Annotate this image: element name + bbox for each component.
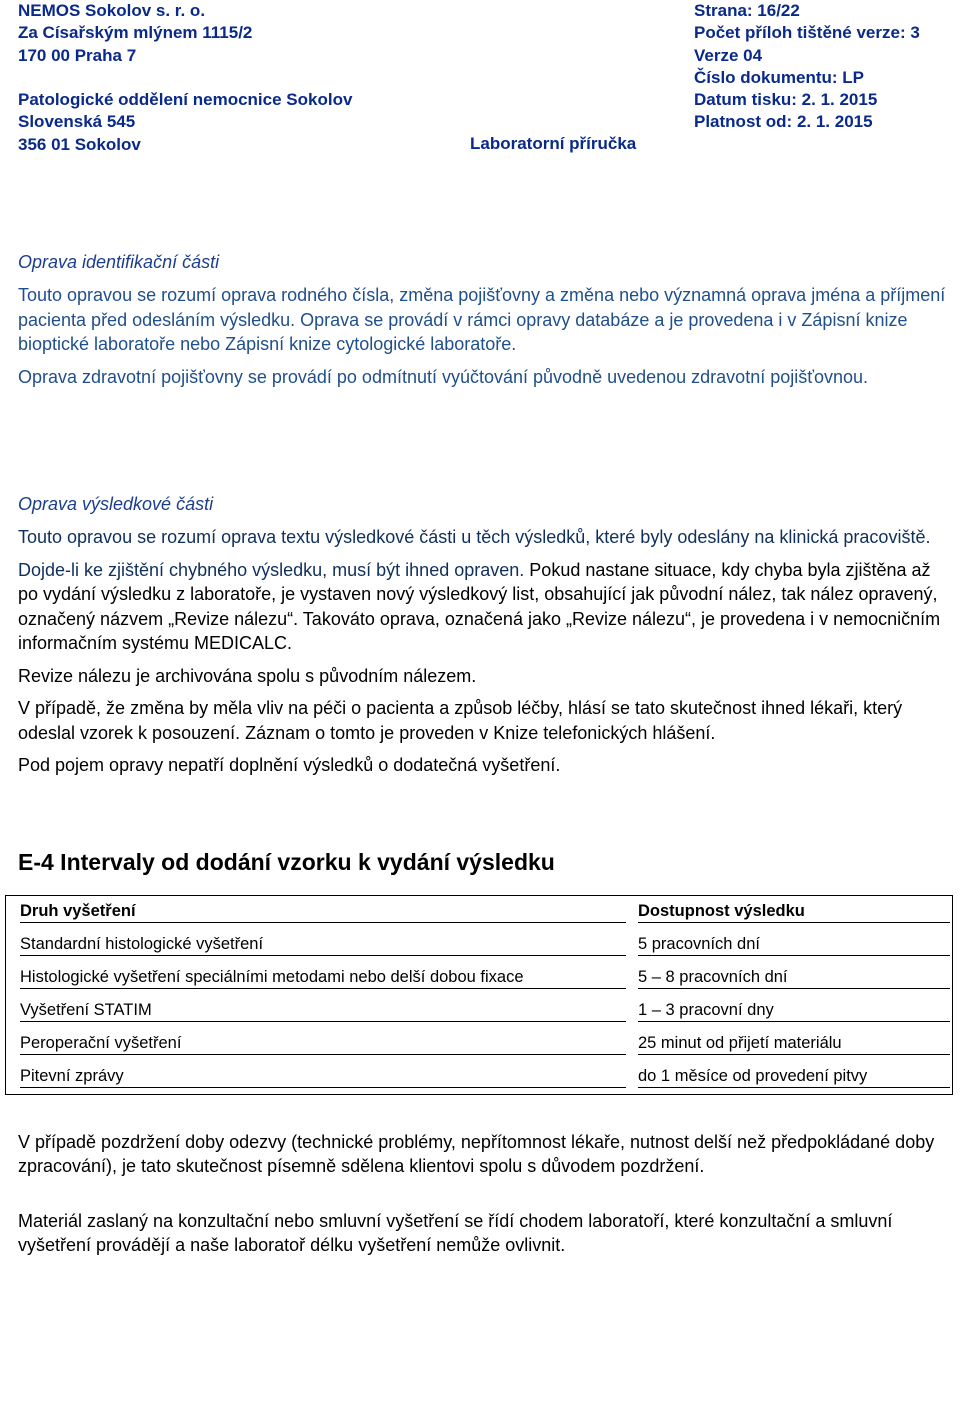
sentence-revision: Pokud nastane situace, kdy chyba byla zjištěna až po vydání výsledku z laboratoře, je vystaven nový výsledkový list, obsahující jak původní nález, tak nález opravený, označený názvem „Revize nálezu“. Takováto oprava, označená jako „Revize nálezu“, je provedena i v nemocničním informačním systému MEDICALC. [18, 559, 941, 653]
table-cell [6, 929, 626, 962]
header-right [694, 0, 920, 134]
paragraph: V případě pozdržení doby odezvy (technické problémy, nepřítomnost lékaře, nutnost delší než předpokládané doby zpracování), je tato skutečnost písemně sdělena klientovi spolu s důvodem pozdržení. [18, 1131, 935, 1176]
document-title: Laboratorní příručka [470, 134, 637, 153]
paragraph: Pod pojem opravy nepatří doplnění výsledků o dodatečná vyšetření. [18, 755, 561, 775]
paragraph [18, 558, 953, 656]
table-cell [626, 929, 952, 962]
table-cell [6, 962, 626, 995]
table-cell [626, 962, 952, 995]
attachments-count: Počet příloh tištěné verze: 3 [694, 23, 920, 43]
cell-text: Peroperační vyšetření [20, 1033, 626, 1055]
org-name: NEMOS Sokolov s. r. o. [18, 1, 206, 20]
cell-text: Histologické vyšetření speciálními metodami nebo delší dobou fixace [20, 967, 626, 989]
paragraph: Revize nálezu je archivována spolu s původním nálezem. [18, 665, 477, 686]
address-line-4: 356 01 Sokolov [18, 134, 141, 154]
table-row [6, 1028, 952, 1061]
section-title-identification: Oprava identifikační části [18, 252, 220, 272]
document-number: Číslo dokumentu: LP [694, 67, 864, 87]
table-cell [6, 1028, 626, 1061]
header-examination-type: Druh vyšetření [20, 901, 626, 923]
address-line-3: Slovenská 545 [18, 112, 136, 132]
table-cell [6, 995, 626, 1028]
table-cell [626, 1061, 952, 1094]
table-header-cell [626, 896, 952, 929]
table-row [6, 962, 952, 995]
cell-text: 1 – 3 pracovní dny [638, 1000, 950, 1022]
content [18, 250, 953, 1258]
cell-text: 5 – 8 pracovních dní [638, 967, 950, 989]
version: Verze 04 [694, 45, 763, 65]
valid-from: Platnost od: 2. 1. 2015 [694, 112, 873, 132]
paragraph: Oprava zdravotní pojišťovny se provádí po odmítnutí vyúčtování původně uvedenou zdravotní pojišťovnou. [18, 366, 869, 387]
section-heading-intervals: E-4 Intervaly od dodání vzorku k vydání výsledku [18, 848, 555, 875]
cell-text: 25 minut od přijetí materiálu [638, 1033, 950, 1055]
section-title-result: Oprava výsledkové části [18, 494, 214, 514]
department: Patologické oddělení nemocnice Sokolov [18, 90, 353, 110]
cell-text: 5 pracovních dní [638, 934, 950, 956]
table-header-row [6, 896, 952, 929]
table-row [6, 995, 952, 1028]
header-left [18, 0, 352, 156]
table-cell [626, 1028, 952, 1061]
address-line-2: 170 00 Praha 7 [18, 45, 137, 65]
print-date: Datum tisku: 2. 1. 2015 [694, 90, 878, 110]
cell-text: Vyšetření STATIM [20, 1000, 626, 1022]
sentence-error-found: Dojde-li ke zjištění chybného výsledku, musí být ihned opraven. [18, 559, 525, 580]
table-row [6, 929, 952, 962]
table-cell [626, 995, 952, 1028]
table-header-cell [6, 896, 626, 929]
paragraph: Touto opravou se rozumí oprava textu výsledkové části u těch výsledků, které byly odeslány na klinická pracoviště. [18, 527, 931, 547]
intervals-table [6, 896, 952, 1094]
table-row [6, 1061, 952, 1094]
cell-text: Standardní histologické vyšetření [20, 934, 626, 956]
address-line-1: Za Císařským mlýnem 1115/2 [18, 23, 253, 43]
paragraph: Materiál zaslaný na konzultační nebo smluvní vyšetření se řídí chodem laboratoří, které konzultační a smluvní vyšetření provádějí a naše laboratoř délku vyšetření nemůže ovlivnit. [18, 1210, 893, 1255]
paragraph: V případě, že změna by měla vliv na péči o pacienta a způsob léčby, hlásí se tato skutečnost ihned lékaři, který odeslal vzorek k posouzení. Záznam o tomto je proveden v Knize telefonických hlášení. [18, 698, 903, 743]
intervals-table-box [5, 895, 953, 1095]
paragraph: Touto opravou se rozumí oprava rodného čísla, změna pojišťovny a změna nebo významná oprava jména a příjmení pacienta před odesláním výsledku. Oprava se provádí v rámci opravy databáze a je provedena i v Zápisní knize bioptické laboratoře nebo Zápisní knize cytologické laboratoře. [18, 285, 946, 354]
cell-text: Pitevní zprávy [20, 1066, 626, 1088]
cell-text: do 1 měsíce od provedení pitvy [638, 1066, 950, 1088]
header-result-availability: Dostupnost výsledku [638, 901, 950, 923]
page-number: Strana: 16/22 [694, 1, 800, 20]
table-cell [6, 1061, 626, 1094]
